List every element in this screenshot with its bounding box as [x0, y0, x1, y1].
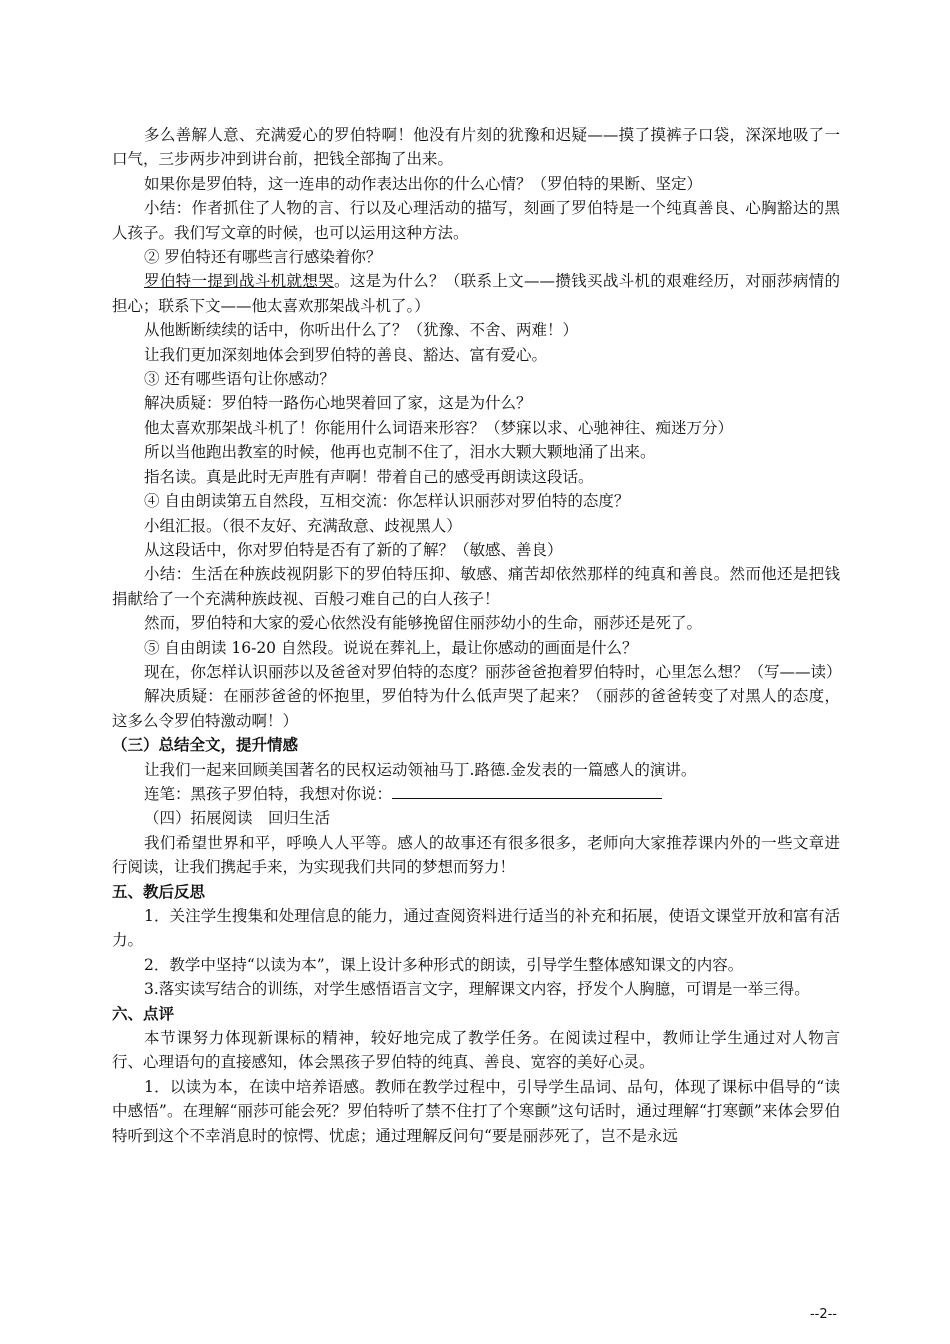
paragraph: 让我们更加深刻地体会到罗伯特的善良、豁达、富有爱心。: [144, 345, 548, 364]
paragraph: 他太喜欢那架战斗机了！你能用什么词语来形容？（梦寐以求、心驰神往、痴迷万分）: [144, 418, 734, 437]
paragraph: 小结：作者抓住了人物的言、行以及心理活动的描写，刻画了罗伯特是一个纯真善良、心胸豁达的黑人孩子。我们写文章的时候，也可以运用这种方法。: [112, 199, 840, 242]
paragraph: 指名读。真是此时无声胜有声啊！带着自己的感受再朗读这段话。: [144, 467, 594, 486]
paragraph: 所以当他跑出教室的时候，他再也克制不住了，泪水大颗大颗地涌了出来。: [144, 443, 656, 462]
paragraph: 本节课努力体现新课标的精神，较好地完成了教学任务。在阅读过程中，教师让学生通过对人物言行、心理语句的直接感知，体会黑孩子罗伯特的纯真、善良、宽容的美好心灵。: [112, 1029, 840, 1072]
paragraph: 1．以读为本，在读中培养语感。教师在教学过程中，引导学生品词、品句，体现了课标中倡导的“读中感悟”。在理解“丽莎可能会死？罗伯特听了禁不住打了个寒颤”这句话时，通过理解“打寒颤”来体会罗伯特听到这个不幸消息时的惊愕、忧虑；通过理解反问句“要是丽莎死了，岂不是永远: [112, 1077, 840, 1145]
paragraph: ⑤ 自由朗读 16-20 自然段。说说在葬礼上，最让你感动的画面是什么？: [144, 638, 638, 657]
paragraph: 从这段话中，你对罗伯特是否有了新的了解？（敏感、善良）: [144, 540, 563, 559]
paragraph: 从他断断续续的话中，你听出什么了？（犹豫、不舍、两难！）: [144, 321, 579, 340]
section-heading: 六、点评: [112, 1003, 175, 1023]
paragraph: ④ 自由朗读第五自然段，互相交流：你怎样认识丽莎对罗伯特的态度？: [144, 492, 630, 511]
section-heading: （三）总结全文，提升情感: [112, 735, 299, 755]
paragraph: 3.落实读写结合的训练，对学生感悟语言文字，理解课文内容，抒发个人胸臆，可谓是一举三得。: [144, 980, 810, 999]
document-body: [112, 123, 840, 1148]
paragraph: 小结：生活在种族歧视阴影下的罗伯特压抑、敏感、痛苦却依然那样的纯真和善良。然而他还是把钱捐献给了一个充满种族歧视、百般刁难自己的白人孩子！: [112, 565, 840, 608]
paragraph: 我们希望世界和平，呼唤人人平等。感人的故事还有很多很多，老师向大家推荐课内外的一些文章进行阅读，让我们携起手来，为实现我们共同的梦想而努力！: [112, 833, 840, 877]
paragraph: 让我们一起来回顾美国著名的民权运动领袖马丁.路德.金发表的一篇感人的演讲。: [144, 760, 697, 779]
paragraph: 解决质疑：罗伯特一路伤心地哭着回了家，这是为什么？: [144, 394, 532, 413]
page-number: --2--: [809, 1307, 837, 1322]
paragraph: 解决质疑：在丽莎爸爸的怀抱里，罗伯特为什么低声哭了起来？（丽莎的爸爸转变了对黑人的态度，这多么令罗伯特激动啊！）: [112, 687, 840, 730]
paragraph-text: 。这是为什么？（联系上文——攒钱买战斗机的艰难经历，对丽莎病情的担心；联系下文——他太喜欢那架战斗机了。）: [112, 272, 840, 315]
paragraph: 2．教学中坚持“以读为本”，课上设计多种形式的朗读，引导学生整体感知课文的内容。: [144, 955, 744, 974]
section-heading: 五、教后反思: [112, 881, 206, 901]
paragraph: ③ 还有哪些语句让你感动？: [144, 370, 335, 389]
paragraph: 多么善解人意、充满爱心的罗伯特啊！他没有片刻的犹豫和迟疑——摸了摸裤子口袋，深深地吸了一口气，三步两步冲到讲台前，把钱全部掏了出来。: [112, 126, 840, 169]
fill-in-blank: [392, 782, 662, 799]
subsection-heading: （四）拓展阅读 回归生活: [144, 809, 331, 828]
paragraph: [112, 269, 840, 318]
underlined-phrase: 罗伯特一提到战斗机就想哭: [144, 272, 334, 291]
paragraph: 现在，你怎样认识丽莎以及爸爸对罗伯特的态度？丽莎爸爸抱着罗伯特时，心里怎么想？（写——读）: [144, 662, 842, 681]
paragraph: ② 罗伯特还有哪些言行感染着你？: [144, 248, 382, 267]
paragraph: 如果你是罗伯特，这一连串的动作表达出你的什么心情？（罗伯特的果断、坚定）: [144, 174, 703, 193]
paragraph: 1．关注学生搜集和处理信息的能力，通过查阅资料进行适当的补充和拓展，使语文课堂开放和富有活力。: [112, 907, 840, 950]
paragraph: [112, 782, 840, 806]
paragraph-text: 连笔：黑孩子罗伯特，我想对你说：: [144, 784, 393, 803]
paragraph: 小组汇报。（很不友好、充满敌意、歧视黑人）: [144, 516, 462, 535]
paragraph: 然而，罗伯特和大家的爱心依然没有能够挽留住丽莎幼小的生命，丽莎还是死了。: [144, 614, 703, 633]
